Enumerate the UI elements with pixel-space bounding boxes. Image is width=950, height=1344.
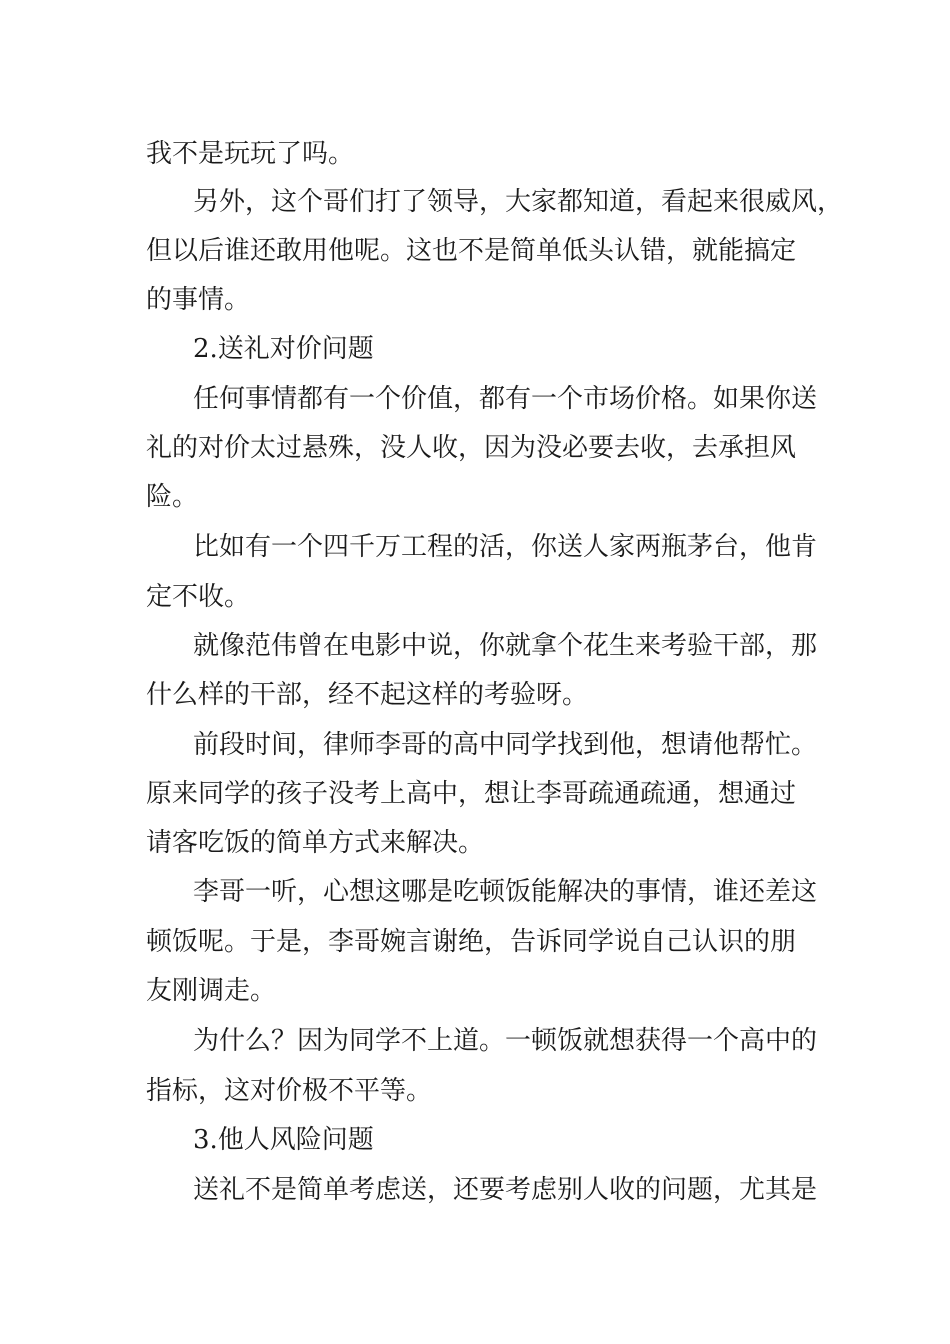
paragraph-first-line: 李哥一听，心想这哪是吃顿饭能解决的事情，谁还差这 bbox=[193, 877, 818, 907]
text-line: 定不收。 bbox=[146, 582, 251, 612]
text-line: 指标，这对价极不平等。 bbox=[146, 1076, 433, 1106]
text-line: 什么样的干部，经不起这样的考验呀。 bbox=[146, 680, 589, 710]
text-line: 礼的对价太过悬殊，没人收，因为没必要去收，去承担风 bbox=[146, 433, 797, 463]
section-heading: 3.他人风险问题 bbox=[193, 1125, 374, 1155]
text-line: 的事情。 bbox=[146, 285, 251, 315]
paragraph-first-line: 就像范伟曾在电影中说，你就拿个花生来考验干部，那 bbox=[193, 631, 818, 661]
section-heading: 2.送礼对价问题 bbox=[193, 334, 374, 364]
paragraph-first-line: 为什么？因为同学不上道。一顿饭就想获得一个高中的 bbox=[193, 1026, 818, 1056]
text-line: 原来同学的孩子没考上高中，想让李哥疏通疏通，想通过 bbox=[146, 779, 797, 809]
text-line: 友刚调走。 bbox=[146, 976, 277, 1006]
paragraph-first-line: 比如有一个四千万工程的活，你送人家两瓶茅台，他肯 bbox=[193, 532, 818, 562]
text-line: 顿饭呢。于是，李哥婉言谢绝，告诉同学说自己认识的朋 bbox=[146, 927, 797, 957]
paragraph-first-line: 另外，这个哥们打了领导，大家都知道，看起来很威风， bbox=[193, 187, 844, 217]
paragraph-first-line: 任何事情都有一个价值，都有一个市场价格。如果你送 bbox=[193, 384, 818, 414]
paragraph-first-line: 前段时间，律师李哥的高中同学找到他，想请他帮忙。 bbox=[193, 730, 818, 760]
text-line: 但以后谁还敢用他呢。这也不是简单低头认错，就能搞定 bbox=[146, 236, 797, 266]
paragraph-first-line: 送礼不是简单考虑送，还要考虑别人收的问题，尤其是 bbox=[193, 1175, 818, 1205]
text-line: 我不是玩玩了吗。 bbox=[146, 139, 355, 169]
text-line: 请客吃饭的简单方式来解决。 bbox=[146, 828, 485, 858]
text-line: 险。 bbox=[146, 482, 199, 512]
